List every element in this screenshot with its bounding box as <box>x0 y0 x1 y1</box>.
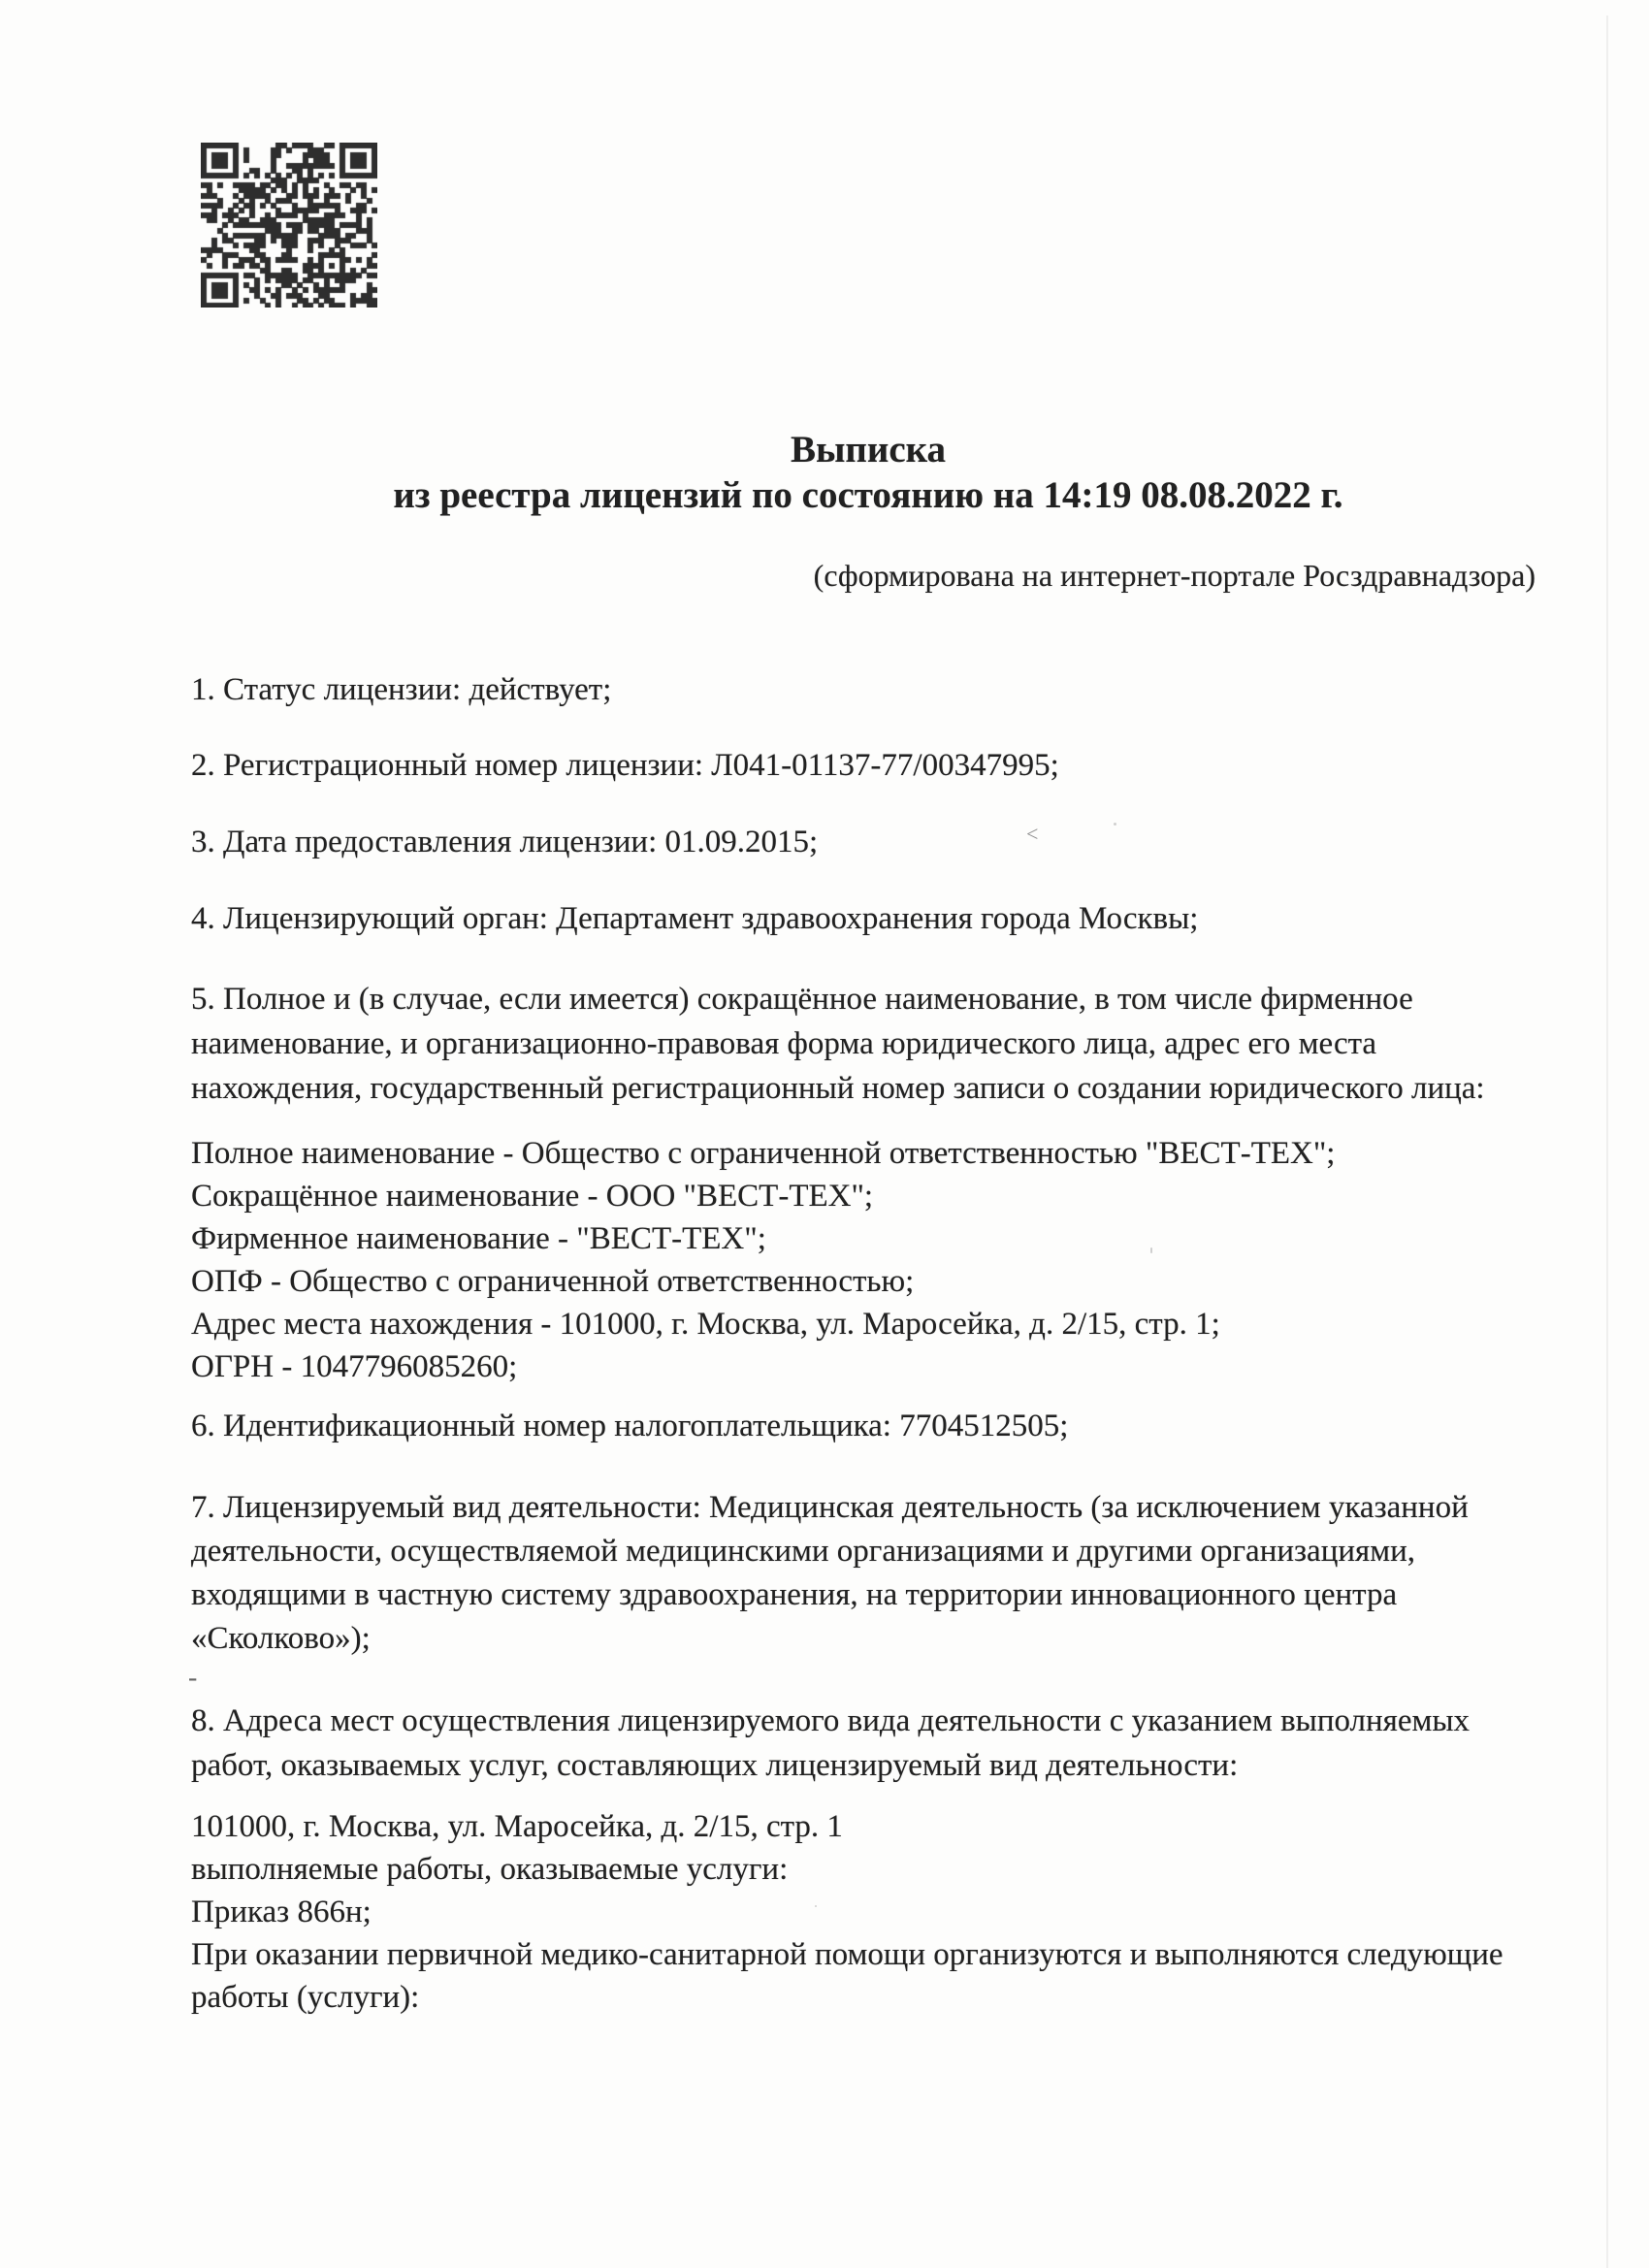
primary-care-line: При оказании первичной медико-санитарной помощи организуются и выполняются следующие <box>191 1937 1504 1972</box>
legal-address: Адрес места нахождения - 101000, г. Москва, ул. Маросейка, д. 2/15, стр. 1; <box>191 1307 1220 1342</box>
item-7-line: входящими в частную систему здравоохранения, на территории инновационного центра <box>191 1577 1398 1612</box>
scan-speck <box>679 926 682 928</box>
ogrn-number: ОГРН - 1047796085260; <box>191 1349 518 1384</box>
document-subtitle: из реестра лицензий по состоянию на 14:19 08.08.2022 г. <box>393 474 1343 516</box>
legal-form: ОПФ - Общество с ограниченной ответственностью; <box>191 1264 915 1299</box>
scan-angle-artifact: < <box>1026 822 1039 846</box>
scan-speck <box>1150 1247 1152 1253</box>
item-2-registration-number: 2. Регистрационный номер лицензии: Л041-01137-77/00347995; <box>191 748 1059 783</box>
primary-care-line: работы (услуги): <box>191 1980 420 2015</box>
item-5-line: 5. Полное и (в случае, если имеется) сокращённое наименование, в том числе фирменное <box>191 982 1413 1017</box>
order-866n: Приказ 866н; <box>191 1895 372 1929</box>
item-5-intro <box>191 977 1530 1111</box>
generated-note: (сформирована на интернет-портале Росздравнадзора) <box>813 558 1536 593</box>
document-title: Выписка <box>790 429 947 470</box>
qr-code <box>201 143 377 308</box>
item-8-line: работ, оказываемых услуг, составляющих лицензируемый вид деятельности: <box>191 1748 1239 1783</box>
scan-fold-line <box>1606 16 1608 2268</box>
item-5-line: нахождения, государственный регистрационный номер записи о создании юридического лица: <box>191 1071 1485 1106</box>
scan-dash-artifact: - <box>188 1663 198 1693</box>
item-7-line: 7. Лицензируемый вид деятельности: Медицинская деятельность (за исключением указанной <box>191 1490 1469 1525</box>
item-8-activity-addresses <box>191 1699 1530 1788</box>
item-8-line: 8. Адреса мест осуществления лицензируемого вида деятельности с указанием выполняемых <box>191 1703 1471 1738</box>
item-1-license-status: 1. Статус лицензии: действует; <box>191 672 612 707</box>
item-7-line: деятельности, осуществляемой медицинскими организациями и другими организациями, <box>191 1534 1415 1569</box>
scan-speck <box>1114 823 1116 826</box>
item-7-activity-type <box>191 1486 1530 1661</box>
scan-speck <box>888 574 890 577</box>
item-5-line: наименование, и организационно-правовая форма юридического лица, адрес его места <box>191 1026 1377 1061</box>
address-works-block <box>191 1805 1530 2019</box>
item-6-taxpayer-number: 6. Идентификационный номер налогоплательщика: 7704512505; <box>191 1409 1069 1443</box>
item-5-details <box>191 1132 1530 1388</box>
item-4-licensing-authority: 4. Лицензирующий орган: Департамент здравоохранения города Москвы; <box>191 901 1199 936</box>
scan-speck <box>815 1905 817 1907</box>
short-name: Сокращённое наименование - ООО "ВЕСТ-ТЕХ"; <box>191 1179 874 1214</box>
full-name: Полное наименование - Общество с ограниченной ответственностью "ВЕСТ-ТЕХ"; <box>191 1136 1336 1171</box>
item-3-grant-date: 3. Дата предоставления лицензии: 01.09.2015; <box>191 825 819 859</box>
work-address: 101000, г. Москва, ул. Маросейка, д. 2/15, стр. 1 <box>191 1809 843 1844</box>
brand-name: Фирменное наименование - "ВЕСТ-ТЕХ"; <box>191 1221 766 1256</box>
item-7-line: «Сколково»); <box>191 1621 371 1656</box>
works-services-label: выполняемые работы, оказываемые услуги: <box>191 1852 789 1887</box>
